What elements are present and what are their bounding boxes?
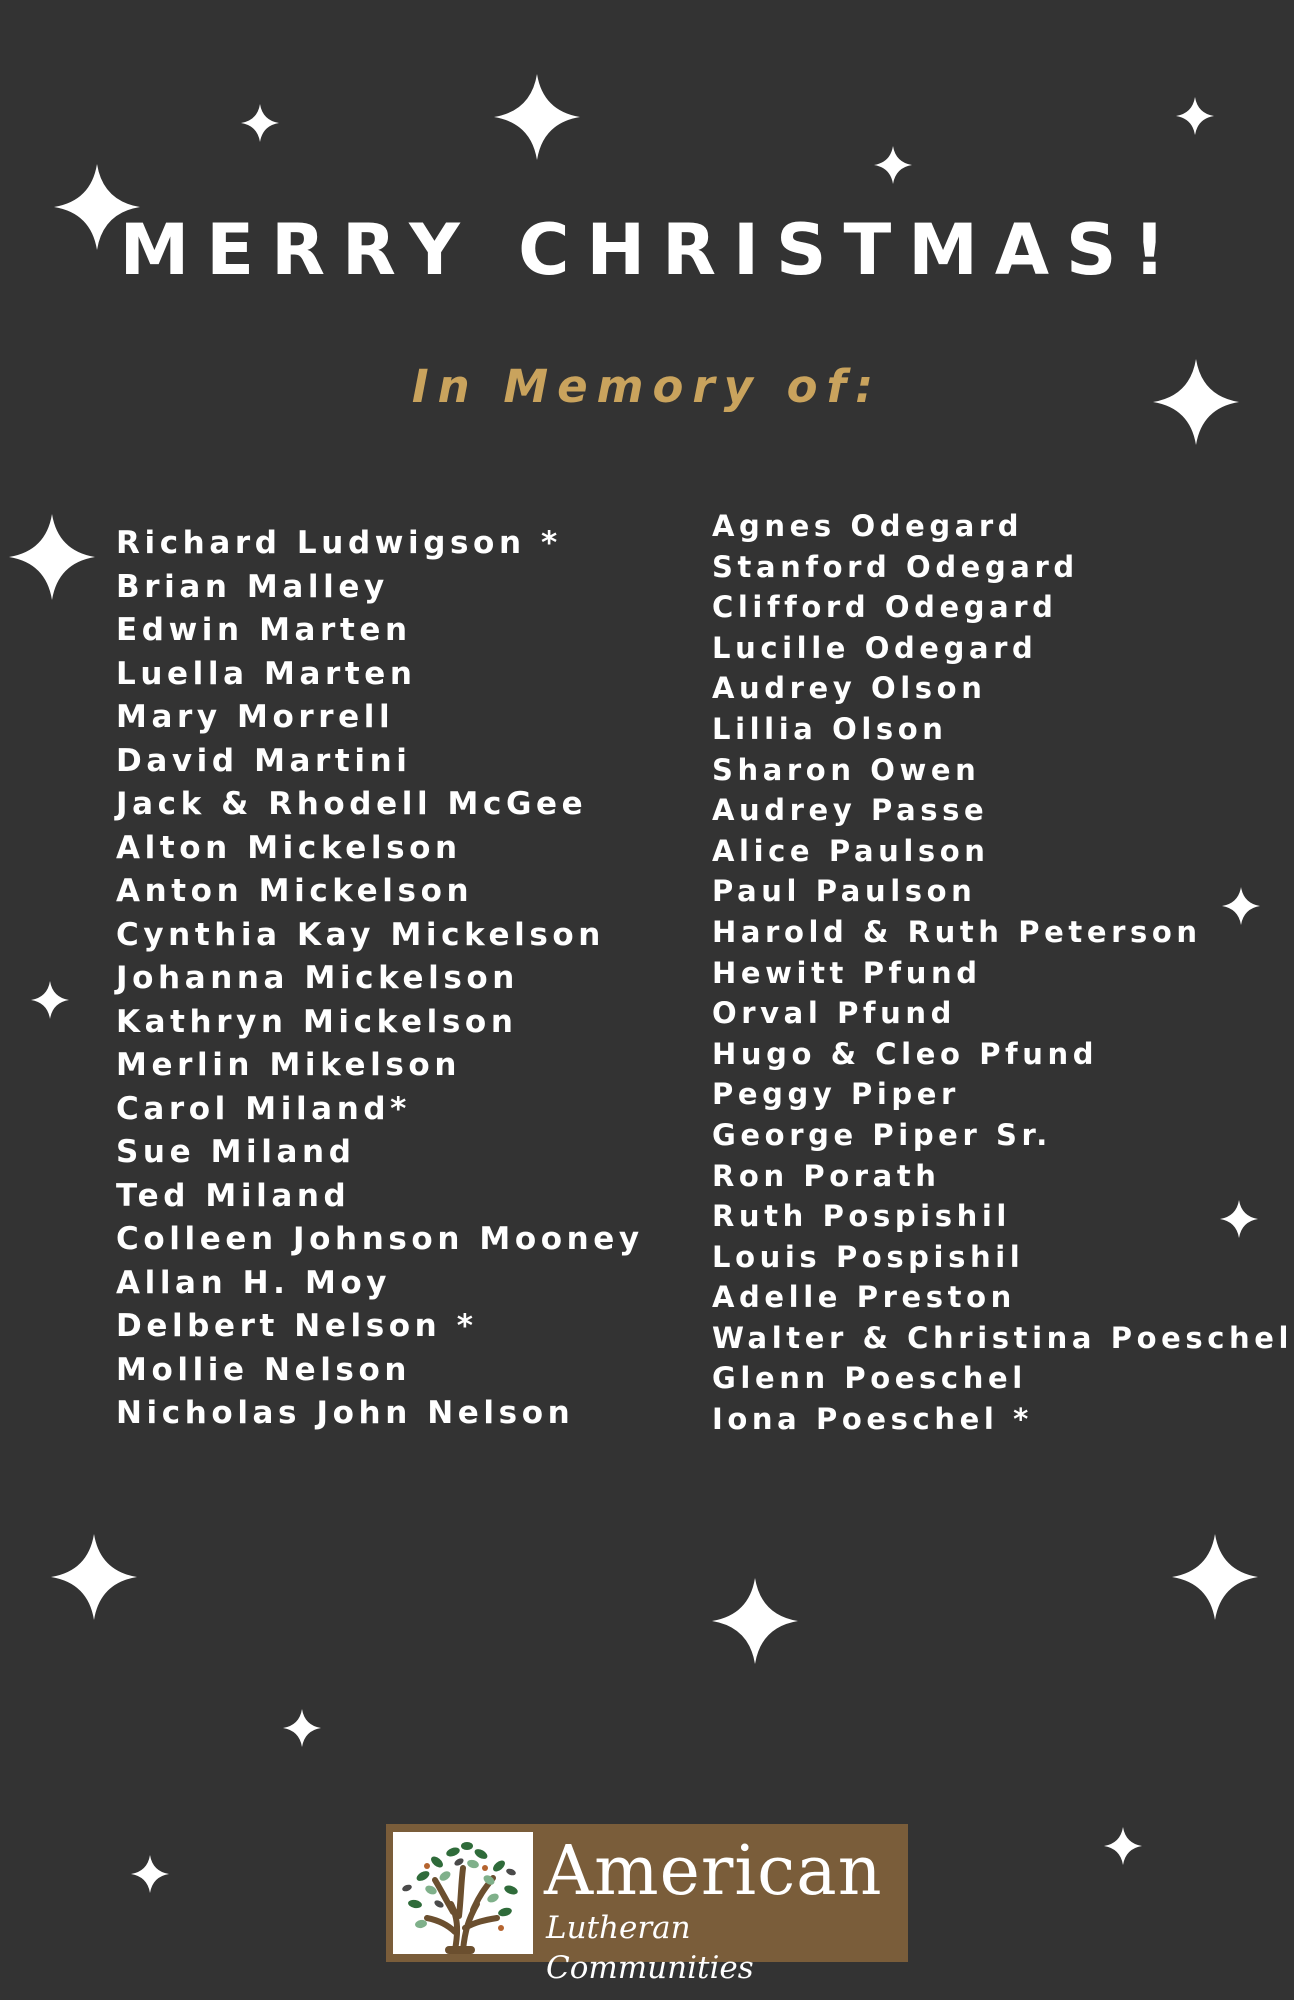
sparkle-star-icon <box>31 981 69 1019</box>
memorial-subtitle: In Memory of: <box>411 360 883 413</box>
memorial-name: Ted Miland <box>116 1177 351 1214</box>
memorial-name: George Piper Sr. <box>712 1117 1052 1152</box>
memorial-name: Lucille Odegard <box>712 630 1038 665</box>
memorial-name: Alton Mickelson <box>116 829 462 866</box>
sparkle-star-icon <box>874 146 912 184</box>
sparkle-star-icon <box>1176 97 1214 135</box>
sparkle-star-icon <box>1172 1534 1258 1620</box>
memorial-name: Agnes Odegard <box>712 509 1024 543</box>
memorial-name: Walter & Christina Poeschel <box>712 1320 1294 1355</box>
memorial-name: Mollie Nelson <box>116 1351 412 1388</box>
memorial-name: Stanford Odegard <box>712 549 1079 584</box>
organization-logo <box>386 1824 908 1986</box>
memorial-name: Lillia Olson <box>712 711 948 746</box>
memorial-name: Sue Miland <box>116 1134 356 1170</box>
memorial-name: Audrey Olson <box>712 671 987 706</box>
memorial-name: Delbert Nelson * <box>116 1308 478 1344</box>
memorial-name: Mary Morrell <box>116 699 395 735</box>
sparkle-star-icon <box>1104 1827 1142 1865</box>
memorial-name: Glenn Poeschel <box>712 1361 1027 1396</box>
names-list-right <box>712 506 1293 1440</box>
memorial-name: Iona Poeschel * <box>712 1402 1033 1437</box>
memorial-name: Jack & Rhodell McGee <box>116 786 588 822</box>
memorial-name: Hewitt Pfund <box>712 955 982 990</box>
memorial-name: Audrey Passe <box>712 793 989 828</box>
memorial-name: Brian Malley <box>116 568 389 605</box>
logo-name: American <box>544 1832 883 1911</box>
memorial-name: Edwin Marten <box>116 612 412 648</box>
memorial-name: Clifford Odegard <box>712 590 1058 625</box>
memorial-name: Alice Paulson <box>712 833 990 868</box>
memorial-name: Merlin Mikelson <box>116 1047 462 1083</box>
memorial-name: Luella Marten <box>116 655 417 692</box>
memorial-name: Adelle Preston <box>712 1280 1016 1315</box>
memorial-name: Peggy Piper <box>712 1077 960 1112</box>
sparkle-star-icon <box>241 104 279 142</box>
sparkle-star-icon <box>9 514 95 600</box>
page-title: MERRY CHRISTMAS! <box>119 209 1183 291</box>
memorial-name: Allan H. Moy <box>116 1264 392 1301</box>
memorial-name: Orval Pfund <box>712 996 956 1031</box>
memorial-name: Nicholas John Nelson <box>116 1395 575 1431</box>
memorial-name: Colleen Johnson Mooney <box>116 1221 644 1257</box>
memorial-name: Cynthia Kay Mickelson <box>116 916 605 953</box>
memorial-name: Ruth Pospishil <box>712 1199 1011 1234</box>
sparkle-star-icon <box>51 1534 137 1620</box>
sparkle-star-icon <box>131 1855 169 1893</box>
sparkle-star-icon <box>283 1709 321 1747</box>
sparkle-star-icon <box>712 1578 798 1664</box>
memorial-name: Hugo & Cleo Pfund <box>712 1036 1099 1071</box>
memorial-name: Louis Pospishil <box>712 1239 1025 1274</box>
memorial-name: Harold & Ruth Peterson <box>712 914 1202 949</box>
memorial-name: Ron Porath <box>712 1158 941 1193</box>
sparkle-star-icon <box>494 74 580 160</box>
memorial-name: Anton Mickelson <box>116 873 474 909</box>
memorial-name: Richard Ludwigson * <box>116 525 562 561</box>
memorial-name: Johanna Mickelson <box>116 960 519 996</box>
names-list-left <box>116 522 644 1436</box>
memorial-name: Sharon Owen <box>712 752 981 787</box>
memorial-name: Kathryn Mickelson <box>116 1003 518 1040</box>
memorial-name: Paul Paulson <box>712 874 977 909</box>
logo-subname: Lutheran Communities <box>546 1910 754 1986</box>
memorial-name: Carol Miland* <box>116 1090 411 1127</box>
tree-icon <box>393 1832 533 1954</box>
memorial-name: David Martini <box>116 742 412 779</box>
